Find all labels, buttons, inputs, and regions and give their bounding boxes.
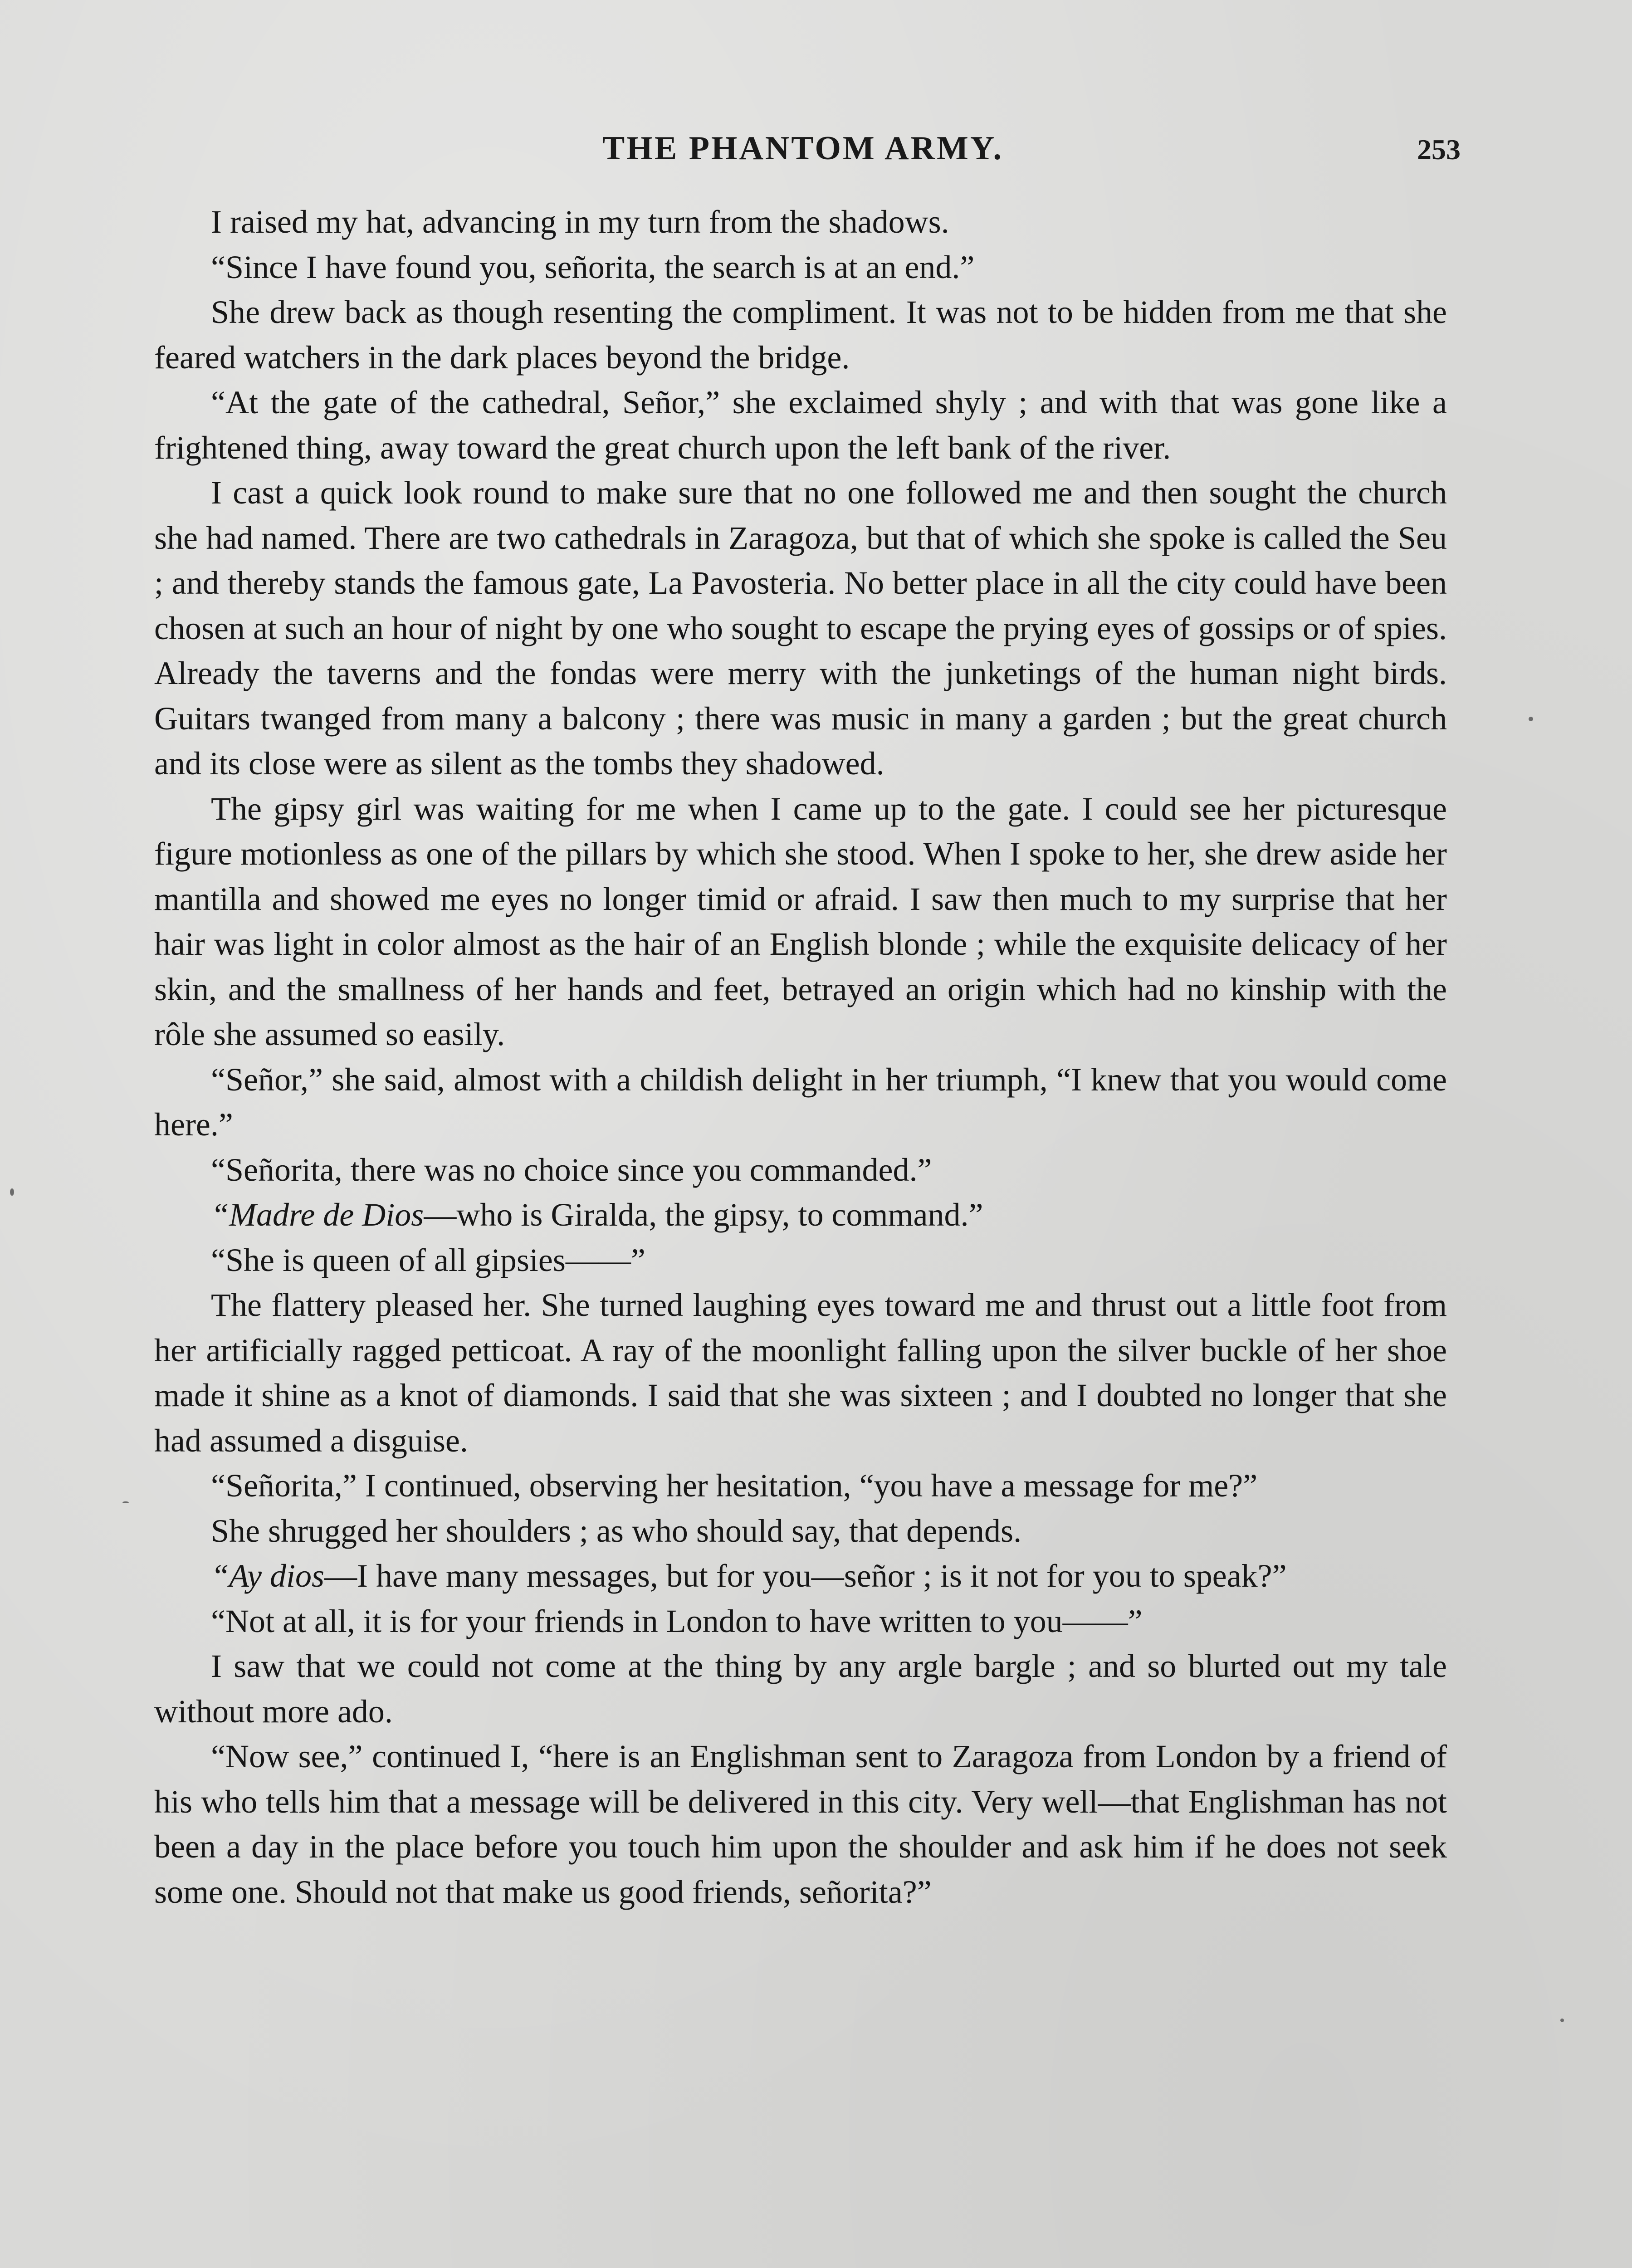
page-number: 253: [1417, 133, 1461, 166]
paragraph: [154, 1554, 1447, 1599]
body-text: [154, 200, 1447, 1915]
paragraph: “Not at all, it is for your friends in London to have written to you——”: [211, 1603, 1143, 1639]
paragraph-text: —I have many messages, but for you—señor ; is it not for you to speak?”: [324, 1558, 1287, 1594]
paragraph: The flattery pleased her. She turned laughing eyes toward me and thrust out a little foot from her artificially ragged petticoat. A ray of the moonlight falling upon the silver buckle of her shoe made it shine as a knot of diamonds. I said that she was sixteen ; and I doubted no longer that she had assumed a disguise.: [154, 1287, 1447, 1459]
paragraph: “Since I have found you, señorita, the search is at an end.”: [211, 249, 975, 285]
print-speck: [10, 1188, 14, 1196]
paragraph: “Now see,” continued I, “here is an Englishman sent to Zaragoza from London by a friend of his who tells him that a message will be delivered in this city. Very well—that Englishman has not been a day in the place before you touch him upon the shoulder and ask him if he does not seek some one. Should not that make us good friends, señorita?”: [154, 1738, 1447, 1910]
paragraph: “She is queen of all gipsies——”: [211, 1242, 645, 1278]
paragraph: “Señorita,” I continued, observing her hesitation, “you have a message for me?”: [211, 1467, 1258, 1504]
paragraph: “Señorita, there was no choice since you commanded.”: [211, 1151, 932, 1188]
page-header: [154, 129, 1461, 179]
print-speck: [1529, 717, 1533, 721]
paragraph: “At the gate of the cathedral, Señor,” she exclaimed shyly ; and with that was gone like a frightened thing, away toward the great church upon the left bank of the river.: [154, 384, 1447, 466]
print-speck: [122, 1501, 129, 1503]
paragraph: I saw that we could not come at the thing by any argle bargle ; and so blurted out my tale without more ado.: [154, 1648, 1447, 1730]
paragraph: She shrugged her shoulders ; as who should say, that depends.: [211, 1512, 1022, 1549]
paragraph-text: —who is Giralda, the gipsy, to command.”: [424, 1197, 983, 1233]
paragraph: The gipsy girl was waiting for me when I came up to the gate. I could see her picturesque figure motionless as one of the pillars by which she stood. When I spoke to her, she drew aside her mantilla and showed me eyes no longer timid or afraid. I saw then much to my surprise that her hair was light in color almost as the hair of an English blonde ; while the exquisite delicacy of her skin, and the smallness of her hands and feet, betrayed an origin which had no kinship with the rôle she assumed so easily.: [154, 790, 1447, 1052]
paragraph: I cast a quick look round to make sure that no one followed me and then sought the church she had named. There are two cathedrals in Zaragoza, but that of which she spoke is called the Seu ; and thereby stands the famous gate, La Pavosteria. No better place in all the city could have been chosen at such an hour of night by one who sought to escape the prying eyes of gossips or of spies. Already the taverns and the fondas were merry with the junketings of the human night birds. Guitars twanged from many a balcony ; there was music in many a garden ; but the great church and its close were as silent as the tombs they shadowed.: [154, 474, 1447, 782]
print-speck: [1560, 2019, 1564, 2022]
paragraph: I raised my hat, advancing in my turn from the shadows.: [211, 204, 949, 240]
running-title: THE PHANTOM ARMY.: [602, 130, 1004, 167]
italic-phrase: “Madre de Dios: [211, 1197, 424, 1233]
paragraph: [154, 1193, 1447, 1238]
italic-phrase: “Ay dios: [211, 1558, 325, 1594]
paragraph: “Señor,” she said, almost with a childish delight in her triumph, “I knew that you would come here.”: [154, 1061, 1447, 1143]
paragraph: She drew back as though resenting the compliment. It was not to be hidden from me that she feared watchers in the dark places beyond the bridge.: [154, 294, 1447, 376]
